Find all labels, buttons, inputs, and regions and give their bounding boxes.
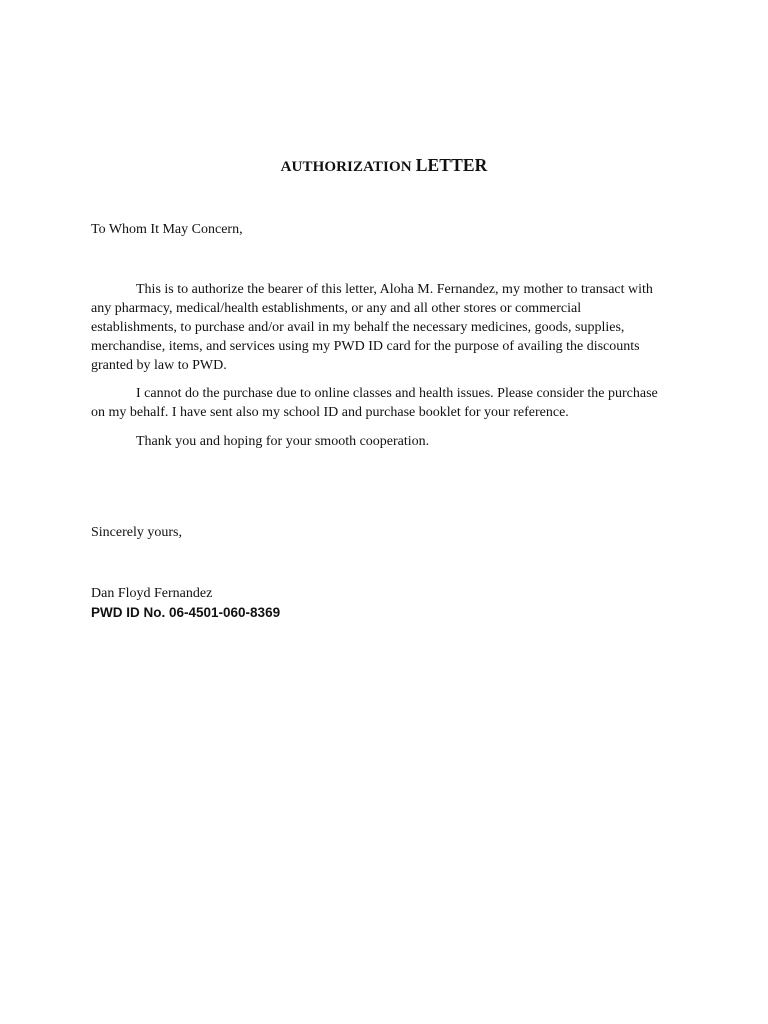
closing: Sincerely yours,	[91, 525, 182, 540]
signer-name: Dan Floyd Fernandez	[91, 586, 213, 601]
signature-block	[91, 584, 280, 622]
paragraph-reason: I cannot do the purchase due to online classes and health issues. Please consider the purchase on my behalf. I have sent also my school ID and purchase booklet for your reference.	[91, 386, 658, 420]
title-part-authorization: AUTHORIZATION	[280, 159, 412, 175]
letter-body	[91, 280, 667, 461]
salutation: To Whom It May Concern,	[91, 222, 243, 237]
paragraph-authorization: This is to authorize the bearer of this letter, Aloha M. Fernandez, my mother to transact with any pharmacy, medical/health establishments, or any and all other stores or commercial establishments, to purchase and/or avail in my behalf the necessary medicines, goods, supplies, merchandise, items, and services using my PWD ID card for the purpose of availing the discounts granted by law to PWD.	[91, 282, 653, 373]
paragraph-thanks: Thank you and hoping for your smooth cooperation.	[136, 434, 430, 449]
title-part-letter: LETTER	[415, 155, 488, 175]
signer-pwd-id: PWD ID No. 06-4501-060-8369	[91, 605, 281, 620]
letter-title	[0, 155, 768, 176]
